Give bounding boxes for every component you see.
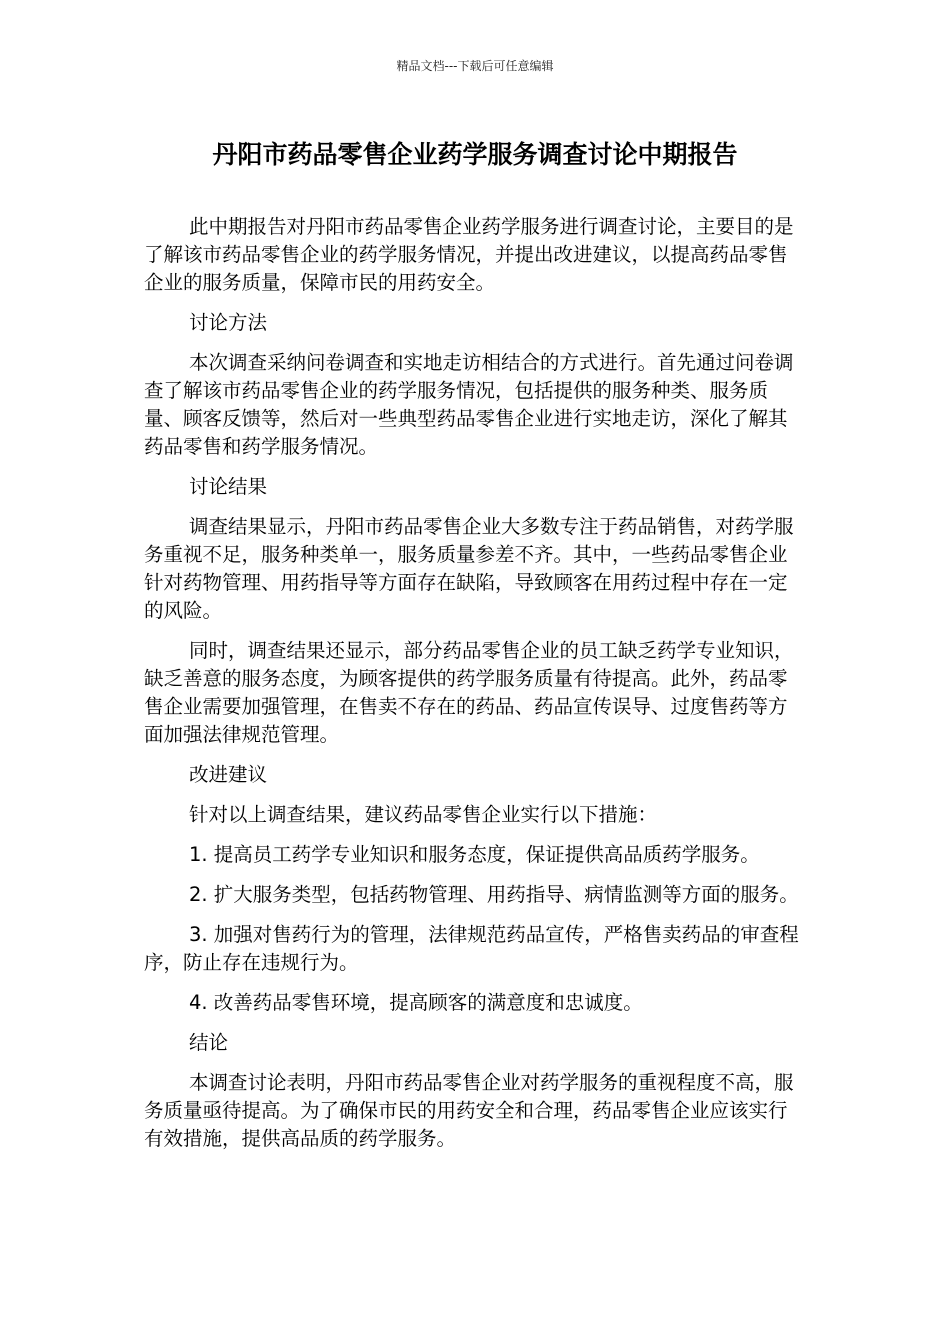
suggestion-item-3: 3. 加强对售药行为的管理，法律规范药品宣传，严格售卖药品的审查程序，防止存在违规行为。 [144,923,799,974]
suggestion-item-1: 1. 提高员工药学专业知识和服务态度，保证提供高品质药学服务。 [189,843,760,866]
conclusion-paragraph: 本调查讨论表明，丹阳市药品零售企业对药学服务的重视程度不高，服务质量亟待提高。为了确保市民的用药安全和合理，药品零售企业应该实行有效措施，提供高品质的药学服务。 [144,1071,794,1150]
document-body [144,213,804,1165]
section-heading-suggestions: 改进建议 [189,763,268,786]
page-header: 精品文档---下载后可任意编辑 [396,59,554,73]
intro-paragraph: 此中期报告对丹阳市药品零售企业药学服务进行调查讨论，主要目的是了解该市药品零售企业的药学服务情况，并提出改进建议，以提高药品零售企业的服务质量，保障市民的用药安全。 [144,215,794,294]
method-paragraph: 本次调查采纳问卷调查和实地走访相结合的方式进行。首先通过问卷调查了解该市药品零售企业的药学服务情况，包括提供的服务种类、服务质量、顾客反馈等，然后对一些典型药品零售企业进行实地走访，深化了解其药品零售和药学服务情况。 [144,351,794,458]
section-heading-conclusion: 结论 [189,1031,229,1054]
results-paragraph-1: 调查结果显示，丹阳市药品零售企业大多数专注于药品销售，对药学服务重视不足，服务种类单一，服务质量参差不齐。其中，一些药品零售企业针对药物管理、用药指导等方面存在缺陷，导致顾客在用药过程中存在一定的风险。 [144,515,794,622]
document-title: 丹阳市药品零售企业药学服务调查讨论中期报告 [212,140,738,169]
suggestions-intro: 针对以上调查结果，建议药品零售企业实行以下措施： [189,803,658,826]
suggestion-item-4: 4. 改善药品零售环境，提高顾客的满意度和忠诚度。 [189,991,643,1014]
results-paragraph-2: 同时，调查结果还显示，部分药品零售企业的员工缺乏药学专业知识，缺乏善意的服务态度，为顾客提供的药学服务质量有待提高。此外，药品零售企业需要加强管理，在售卖不存在的药品、药品宣传误导、过度售药等方面加强法律规范管理。 [144,639,794,746]
section-heading-results: 讨论结果 [189,475,268,498]
section-heading-method: 讨论方法 [189,311,268,334]
suggestion-item-2: 2. 扩大服务类型，包括药物管理、用药指导、病情监测等方面的服务。 [189,883,799,906]
